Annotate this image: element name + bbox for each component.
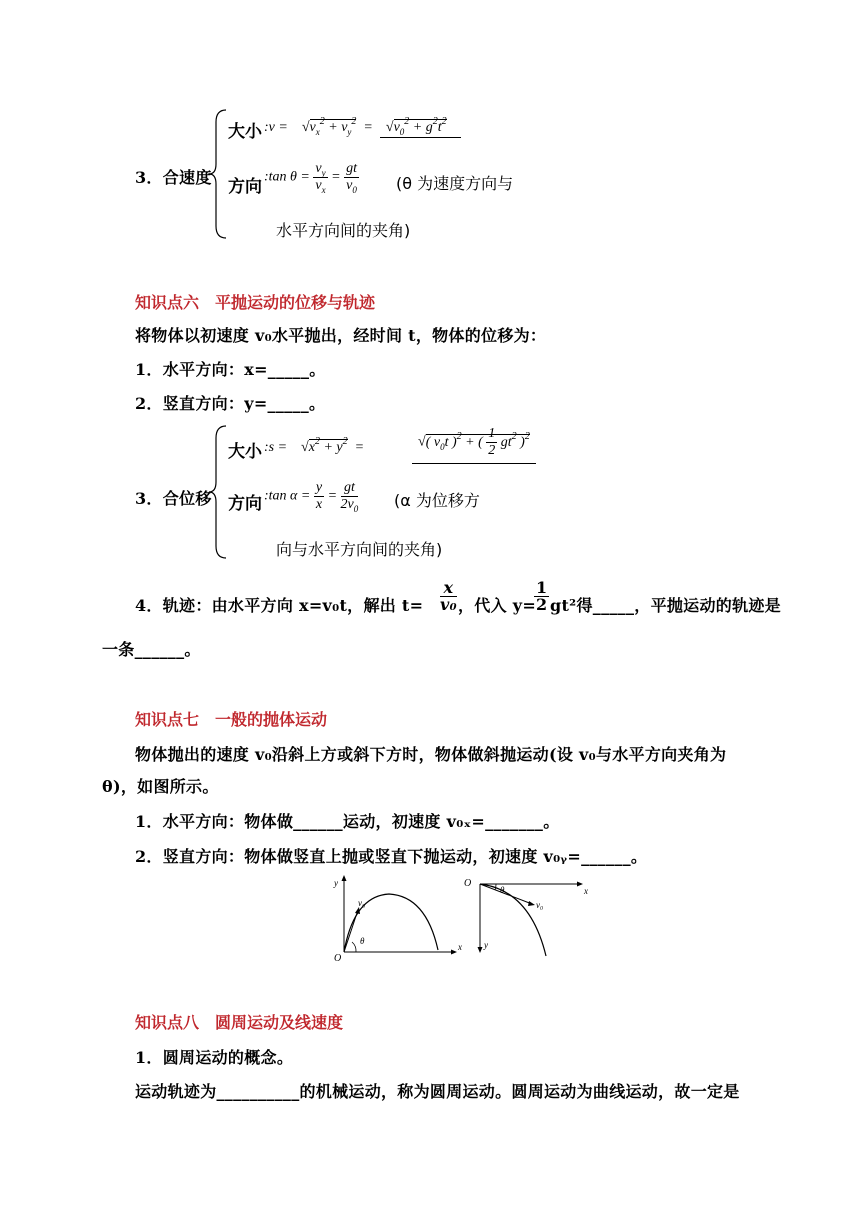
- sec8-line: 运动轨迹为__________的机械运动，称为圆周运动。圆周运动为曲线运动，故一定是: [135, 1082, 740, 1101]
- downward-projectile-figure: [460, 872, 595, 962]
- sec7-item-1: 1．水平方向：物体做______运动，初速度 v₀ₓ=_______。: [135, 812, 560, 831]
- y-axis-label: y: [334, 878, 338, 888]
- v0-label: v₀: [536, 900, 544, 910]
- sec6-item-4-continued: 一条______。: [102, 640, 201, 659]
- origin-label: O: [334, 953, 342, 962]
- direction-label: 方向: [228, 177, 262, 197]
- velocity-direction-note-2: 水平方向间的夹角): [276, 221, 411, 240]
- fraction-one-half: $\frac{1}{2}$: [536, 578, 548, 614]
- item-3-velocity: 3．合速度: [135, 168, 212, 187]
- theta-label: θ: [360, 936, 365, 946]
- brace-icon: [208, 424, 228, 560]
- velocity-direction-note: (θ 为速度方向与: [396, 174, 514, 193]
- origin-label: O: [464, 878, 472, 889]
- direction-label: 方向: [228, 494, 262, 514]
- sec7-item-2: 2．竖直方向：物体做竖直上抛或竖直下抛运动，初速度 v₀ᵧ=______。: [135, 847, 648, 866]
- theta-label: θ: [500, 885, 505, 895]
- x-axis-label: x: [458, 942, 462, 952]
- sec6-item-1: 1．水平方向：x=_____。: [135, 360, 326, 379]
- section-heading-6: 知识点六 平抛运动的位移与轨迹: [135, 293, 376, 312]
- sec6-item-4-tail: gt²得_____，平抛运动的轨迹是: [550, 596, 781, 615]
- displacement-magnitude-rhs: √( $v_0t$ )$^2$ + ( $\frac{1}{2}$ $gt^2$ )$^2$: [412, 426, 536, 464]
- displacement-direction-note-2: 向与水平方向间的夹角): [276, 540, 443, 559]
- brace-icon: [208, 108, 228, 240]
- v0-label: v₀: [358, 898, 366, 908]
- velocity-magnitude-formula: :v = $√v_x^2 + v_y^2 = √v_0^2 + g^2t^2$: [264, 120, 461, 136]
- section-heading-8: 知识点八 圆周运动及线速度: [135, 1013, 344, 1032]
- sec7-line-2: θ)，如图所示。: [102, 777, 219, 796]
- displacement-direction-note: (α 为位移方: [394, 491, 480, 510]
- displacement-magnitude-formula: :s = $√x^2 + y^2$ =: [264, 436, 365, 455]
- y-axis-label: y: [484, 940, 488, 950]
- magnitude-label: 大小: [228, 442, 262, 462]
- x-axis-label: x: [584, 886, 588, 896]
- section-heading-7: 知识点七 一般的抛体运动: [135, 710, 328, 729]
- displacement-direction-formula: :tan α = $\frac{y}{x}$ = $\frac{gt}{2v_0}$: [264, 480, 359, 514]
- sec6-intro: 将物体以初速度 v₀水平抛出，经时间 t，物体的位移为：: [135, 326, 547, 345]
- oblique-projectile-figure: [326, 872, 466, 962]
- magnitude-label: 大小: [228, 122, 262, 142]
- sec8-item-1: 1．圆周运动的概念。: [135, 1048, 294, 1067]
- fraction-x-over-v0: $\frac{x}{\text{v₀}}$: [440, 578, 457, 614]
- sec7-line-1: 物体抛出的速度 v₀沿斜上方或斜下方时，物体做斜抛运动(设 v₀与水平方向夹角为: [135, 745, 727, 764]
- velocity-direction-formula: :tan θ = $\frac{v_y}{v_x}$ = $\frac{gt}{v_0}$: [264, 161, 357, 195]
- sec6-item-4-substitute: ，代入 y=: [458, 596, 537, 615]
- sec6-item-4: 4．轨迹：由水平方向 x=v₀t，解出 t=: [135, 596, 424, 615]
- sec6-item-2: 2．竖直方向：y=_____。: [135, 394, 326, 413]
- item-3-displacement: 3．合位移: [135, 489, 212, 508]
